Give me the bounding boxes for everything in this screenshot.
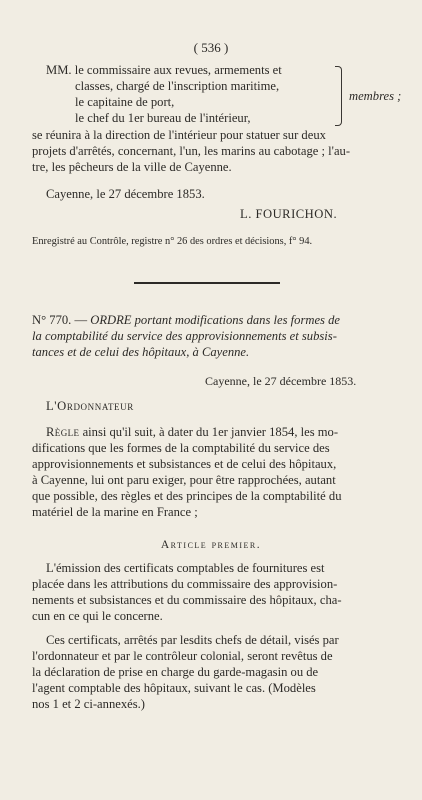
place-date-2: Cayenne, le 27 décembre 1853. (205, 374, 357, 388)
para3-line-3: nements et subsistances et du commissaire des hôpitaux, cha- (32, 593, 342, 607)
order-title-line-2: la comptabilité du service des approvisionnements et subsis- (32, 329, 337, 343)
separator-rule (134, 282, 280, 284)
page-number: ( 536 ) (193, 40, 229, 55)
para4-line-1: Ces certificats, arrêtés par lesdits chefs de détail, visés par (46, 633, 339, 647)
order-number: N° 770. — (32, 313, 88, 327)
article-heading: Article premier. (160, 539, 262, 551)
members-line-2: classes, chargé de l'inscription maritime, (75, 79, 280, 93)
place-date-1: Cayenne, le 27 décembre 1853. (46, 187, 205, 201)
members-brace (335, 66, 342, 126)
para4-line-3: la déclaration de prise en charge du garde-magasin ou de (32, 665, 319, 679)
para3-line-4: cun en ce qui le concerne. (32, 609, 163, 623)
order-title-line-1 (32, 312, 340, 328)
para2-line-2: difications que les formes de la comptabilité du service des (32, 441, 330, 455)
para1-line-2: projets d'arrêtés, concernant, l'un, les marins au cabotage ; l'au- (32, 144, 351, 158)
para4-line-2: l'ordonnateur et par le contrôleur colonial, seront revêtus de (32, 649, 333, 663)
para2-line-1 (46, 424, 338, 440)
para2-line-1-text: ainsi qu'il suit, à dater du 1er janvier 1854, les mo- (82, 425, 339, 439)
para2-lead: Règle (46, 425, 80, 439)
para3-line-1: L'émission des certificats comptables de fournitures est (46, 561, 325, 575)
para2-line-6: matériel de la marine en France ; (32, 505, 198, 519)
ordonnateur-heading: L'Ordonnateur (46, 399, 134, 413)
para3-line-2: placée dans les attributions du commissaire des approvision- (32, 577, 338, 591)
signature: L. FOURICHON. (240, 207, 338, 221)
para1-line-3: tre, les pêcheurs de la ville de Cayenne. (32, 160, 232, 174)
order-title-line-3: tances et de celui des hôpitaux, à Cayenne. (32, 345, 250, 359)
para2-line-3: approvisionnements et subsistances et de celui des hôpitaux, (32, 457, 337, 471)
members-brace-label: membres ; (349, 89, 402, 103)
members-line-3: le capitaine de port, (75, 95, 175, 109)
members-line-4: le chef du 1er bureau de l'intérieur, (75, 111, 251, 125)
para1-line-1: se réunira à la direction de l'intérieur pour statuer sur deux (32, 128, 326, 142)
para4-line-4: l'agent comptable des hôpitaux, suivant le cas. (Modèles (32, 681, 316, 695)
para2-line-4: à Cayenne, lui ont paru exiger, pour être rapprochées, autant (32, 473, 336, 487)
para4-line-5: nos 1 et 2 ci-annexés.) (32, 697, 145, 711)
para2-line-5: que possible, des règles et des principes de la comptabilité du (32, 489, 342, 503)
order-title-text: ORDRE portant modifications dans les formes de (90, 313, 340, 327)
registration-note: Enregistré au Contrôle, registre n° 26 des ordres et décisions, f° 94. (32, 236, 313, 247)
members-line-1: MM. le commissaire aux revues, armements et (46, 63, 282, 77)
